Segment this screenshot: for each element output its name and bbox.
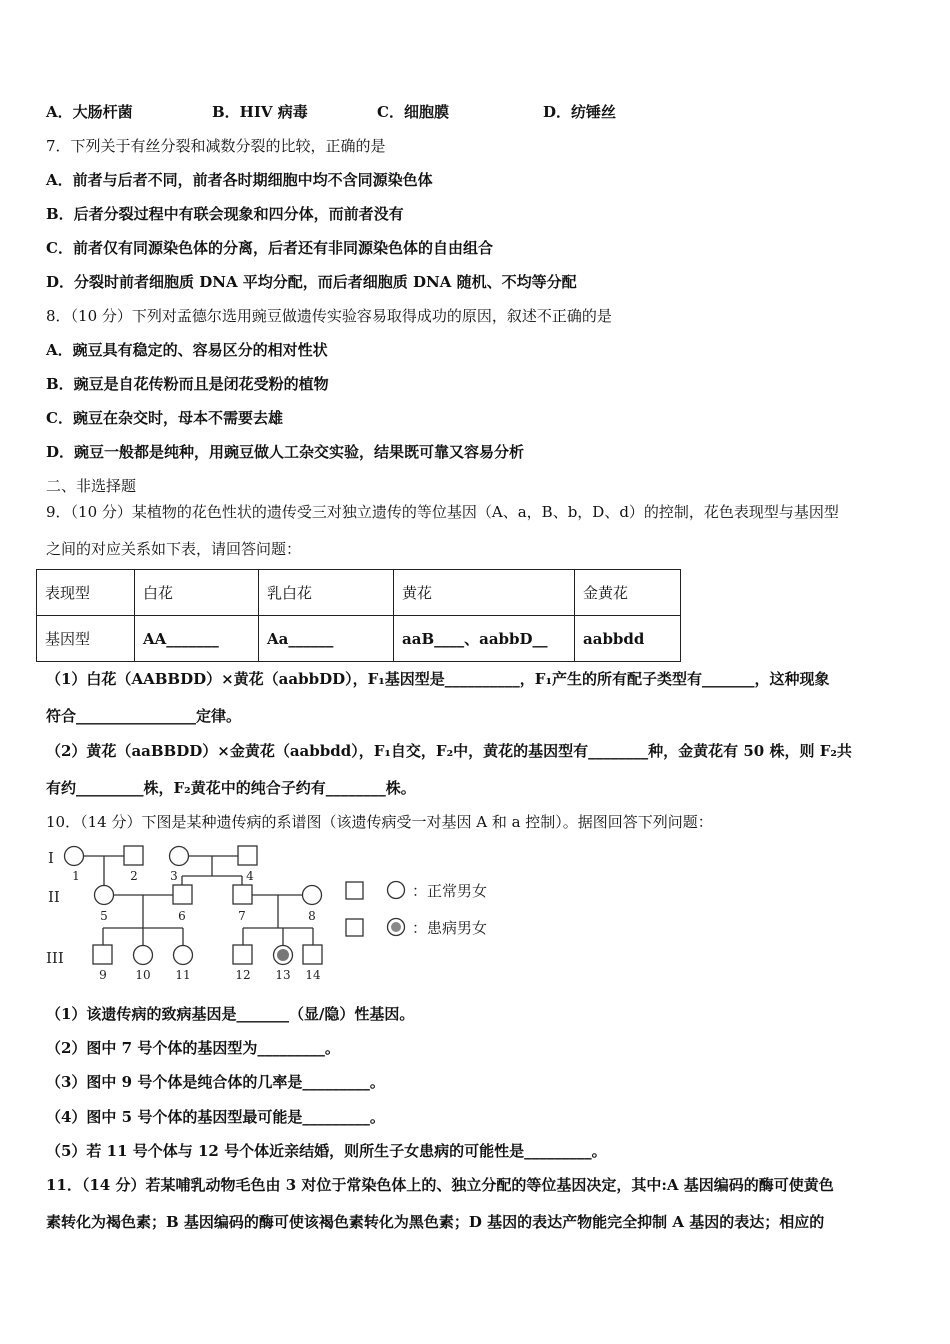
q6-option-b: B．HIV 病毒 xyxy=(212,103,308,121)
pedigree-chart xyxy=(40,842,520,988)
table-cell: 金黄花 xyxy=(575,570,681,616)
table-row xyxy=(37,570,681,616)
individual-label: 10 xyxy=(135,968,151,982)
individual-3-female-normal xyxy=(170,847,189,866)
q7-option-c: C．前者仅有同源染色体的分离，后者还有非同源染色体的自由组合 xyxy=(46,239,493,257)
q9-stem-line1: 9．（10 分）某植物的花色性状的遗传受三对独立遗传的等位基因（A、a，B、b，D、d）的控制，花色表现型与基因型 xyxy=(46,503,839,521)
q10-question-2: （2）图中 7 号个体的基因型为_________。 xyxy=(46,1039,340,1057)
section-heading: 二、非选择题 xyxy=(46,477,137,495)
individual-label: 7 xyxy=(238,909,246,923)
q6-option-d: D．纺锤丝 xyxy=(543,103,617,121)
q9-stem-line2: 之间的对应关系如下表，请回答问题： xyxy=(46,540,302,558)
q11-line1: 11．（14 分）若某哺乳动物毛色由 3 对位于常染色体上的、独立分配的等位基因决定，其中:A 基因编码的酶可使黄色 xyxy=(46,1176,834,1194)
q8-option-d: D．豌豆一般都是纯种，用豌豆做人工杂交实验，结果既可靠又容易分析 xyxy=(46,443,525,461)
individual-label: 2 xyxy=(130,869,138,883)
q8-option-c: C．豌豆在杂交时，母本不需要去雄 xyxy=(46,409,283,427)
table-cell: 白花 xyxy=(135,570,259,616)
legend-normal-male-icon xyxy=(346,882,363,899)
q10-stem: 10．（14 分）下图是某种遗传病的系谱图（该遗传病受一对基因 A 和 a 控制）。据图回答下列问题： xyxy=(46,813,713,831)
table-cell: Aa______ xyxy=(259,616,394,662)
q9-part1-line2: 符合________________定律。 xyxy=(46,707,242,725)
individual-label: 1 xyxy=(72,869,80,883)
individual-5-female-normal xyxy=(95,886,114,905)
generation-label: II xyxy=(48,888,60,906)
generation-label: III xyxy=(46,949,64,967)
individual-label: 12 xyxy=(235,968,251,982)
q10-question-1: （1）该遗传病的致病基因是_______（显/隐）性基因。 xyxy=(46,1005,415,1023)
individual-4-male-normal xyxy=(238,846,257,865)
q6-option-a: A．大肠杆菌 xyxy=(46,103,133,121)
individual-label: 9 xyxy=(99,968,107,982)
q10-question-4: （4）图中 5 号个体的基因型最可能是_________。 xyxy=(46,1108,385,1126)
q8-stem: 8．（10 分）下列对孟德尔选用豌豆做遗传实验容易取得成功的原因，叙述不正确的是 xyxy=(46,307,612,325)
q9-part2-line2: 有约_________株，F₂黄花中的纯合子约有________株。 xyxy=(46,779,416,797)
q10-question-5: （5）若 11 号个体与 12 号个体近亲结婚，则所生子女患病的可能性是_________。 xyxy=(46,1142,607,1160)
q6-option-c: C．细胞膜 xyxy=(377,103,449,121)
individual-label: 8 xyxy=(308,909,316,923)
q11-line2: 素转化为褐色素；B 基因编码的酶可使该褐色素转化为黑色素；D 基因的表达产物能完全抑制 A 基因的表达；相应的 xyxy=(46,1213,825,1231)
legend-normal-female-icon xyxy=(388,882,405,899)
individual-9-male-normal xyxy=(93,945,112,964)
q8-option-a: A．豌豆具有稳定的、容易区分的相对性状 xyxy=(46,341,328,359)
individual-7-male-normal xyxy=(233,885,252,904)
q7-stem: 7．下列关于有丝分裂和减数分裂的比较，正确的是 xyxy=(46,137,386,155)
individual-10-female-normal xyxy=(134,946,153,965)
individual-label: 14 xyxy=(305,968,321,982)
q7-option-b: B．后者分裂过程中有联会现象和四分体，而前者没有 xyxy=(46,205,404,223)
legend-affected-male-icon xyxy=(346,919,363,936)
individual-label: 4 xyxy=(246,869,254,883)
legend-normal-label: ：正常男女 xyxy=(412,882,488,900)
table-cell: 基因型 xyxy=(37,616,135,662)
individual-8-female-normal xyxy=(303,886,322,905)
table-cell: aabbdd xyxy=(575,616,681,662)
q8-option-b: B．豌豆是自花传粉而且是闭花受粉的植物 xyxy=(46,375,329,393)
individual-label: 6 xyxy=(178,909,186,923)
q7-option-d: D．分裂时前者细胞质 DNA 平均分配，而后者细胞质 DNA 随机、不均等分配 xyxy=(46,273,577,291)
q9-part1-line1: （1）白花（AABBDD）×黄花（aabbDD），F₁基因型是__________，F₁产生的所有配子类型有_______，这种现象 xyxy=(46,670,830,688)
individual-label: 11 xyxy=(175,968,191,982)
individual-6-male-normal xyxy=(173,885,192,904)
genotype-table xyxy=(36,569,681,662)
individual-12-male-normal xyxy=(233,945,252,964)
q9-part2-line1: （2）黄花（aaBBDD）×金黄花（aabbdd），F₁自交，F₂中，黄花的基因型有________种，金黄花有 50 株，则 F₂共 xyxy=(46,742,852,760)
individual-2-male-normal xyxy=(124,846,143,865)
individual-label: 13 xyxy=(275,968,291,982)
table-row xyxy=(37,616,681,662)
individual-1-female-normal xyxy=(65,847,84,866)
table-cell: 黄花 xyxy=(394,570,575,616)
individual-14-male-normal xyxy=(303,945,322,964)
individual-label: 5 xyxy=(100,909,108,923)
individual-11-female-normal xyxy=(174,946,193,965)
q10-question-3: （3）图中 9 号个体是纯合体的几率是_________。 xyxy=(46,1073,385,1091)
legend-affected-label: ：患病男女 xyxy=(412,919,488,937)
generation-label: I xyxy=(48,849,54,867)
individual-label: 3 xyxy=(170,869,178,883)
table-cell: AA_______ xyxy=(135,616,259,662)
table-cell: 乳白花 xyxy=(259,570,394,616)
table-cell: 表现型 xyxy=(37,570,135,616)
q7-option-a: A．前者与后者不同，前者各时期细胞中均不含同源染色体 xyxy=(46,171,433,189)
table-cell: aaB____、aabbD__ xyxy=(394,616,575,662)
